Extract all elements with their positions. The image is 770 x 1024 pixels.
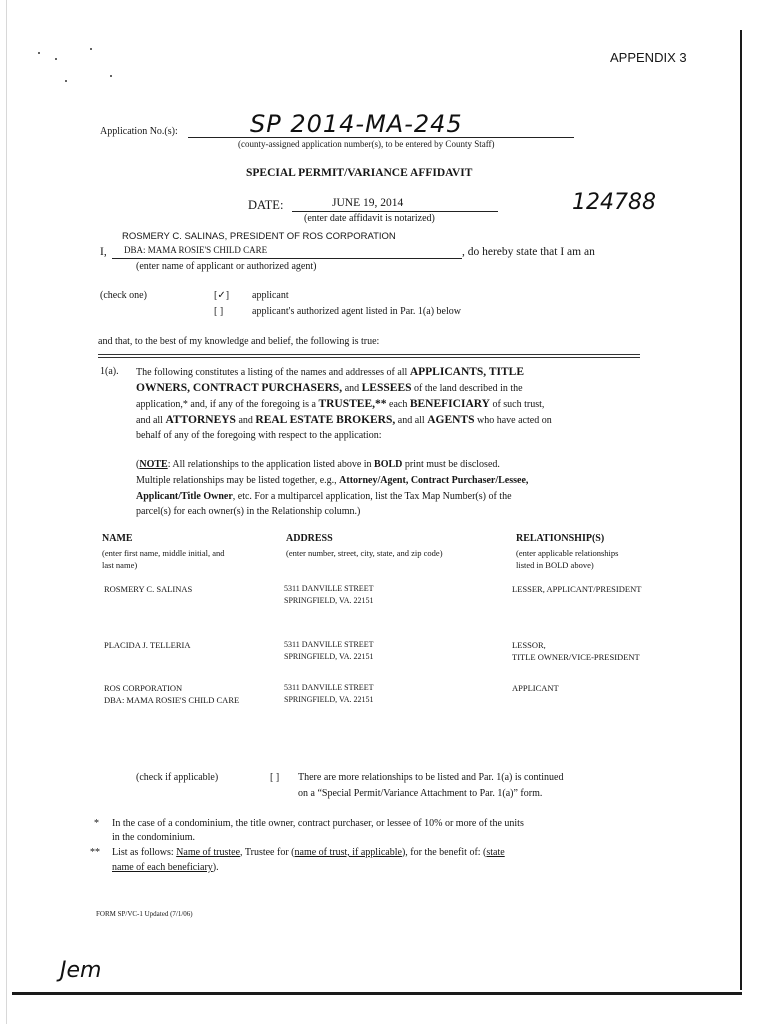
row-name-2: DBA: MAMA ROSIE'S CHILD CARE [104, 695, 240, 705]
stamp-number-handwritten: 124788 [572, 190, 656, 215]
row-relationship: LESSER, APPLICANT/PRESIDENT [512, 584, 642, 594]
row-address-1: 5311 DANVILLE STREET [284, 640, 374, 649]
checkbox-more-relationships[interactable]: [ ] [270, 772, 280, 783]
par1a-line1: The following constitutes a listing of the names and addresses of all APPLICANTS, TITLE [136, 366, 525, 378]
par1a-line4: and all ATTORNEYS and REAL ESTATE BROKERS, and all AGENTS who have acted on [136, 414, 552, 426]
footnote-star-line2: in the condominium. [112, 832, 196, 843]
appendix-label: APPENDIX 3 [610, 50, 687, 65]
footnote-double-star-line2: name of each beneficiary). [112, 862, 219, 873]
application-number-note: (county-assigned application number(s), to be entered by County Staff) [238, 139, 495, 149]
scan-bottom-border [12, 992, 742, 995]
option-applicant-label: applicant [252, 290, 289, 301]
note-line1: (NOTE: All relationships to the application listed above in BOLD print must be disclosed. [136, 459, 500, 470]
row-relationship-1: LESSOR, [512, 640, 546, 650]
column-header-address: ADDRESS [286, 533, 333, 544]
more-relationships-line2: on a “Special Permit/Variance Attachment to Par. 1(a)” form. [298, 788, 543, 799]
column-note-name-1: (enter first name, middle initial, and [102, 548, 225, 558]
scan-speck [38, 52, 40, 54]
applicant-name-line2: DBA: MAMA ROSIE'S CHILD CARE [124, 245, 268, 255]
applicant-prefix: I, [100, 246, 107, 258]
scan-right-border [740, 30, 742, 990]
row-relationship-2: TITLE OWNER/VICE-PRESIDENT [512, 652, 640, 662]
column-note-relationships-2: listed in BOLD above) [516, 560, 594, 570]
par1a-line5: behalf of any of the foregoing with respect to the application: [136, 430, 382, 441]
note-line2: Multiple relationships may be listed together, e.g., Attorney/Agent, Contract Purchaser/Lessee, [136, 475, 529, 486]
scan-speck [65, 80, 67, 82]
form-title: SPECIAL PERMIT/VARIANCE AFFIDAVIT [246, 167, 473, 179]
application-label: Application No.(s): [100, 126, 178, 137]
applicant-name-line1: ROSMERY C. SALINAS, PRESIDENT OF ROS CORPORATION [122, 231, 396, 242]
scan-speck [90, 48, 92, 50]
column-header-relationships: RELATIONSHIP(S) [516, 533, 605, 544]
applicant-statement: , do hereby state that I am an [462, 246, 595, 258]
column-note-address: (enter number, street, city, state, and zip code) [286, 548, 443, 558]
row-address-1: 5311 DANVILLE STREET [284, 683, 374, 692]
section-divider [98, 357, 640, 358]
date-label: DATE: [248, 198, 284, 212]
scan-speck [55, 58, 57, 60]
applicant-name-line [112, 258, 462, 259]
footnote-double-star-line1: List as follows: Name of trustee, Trustee for (name of trust, if applicable), for the benefit of: (state [112, 847, 505, 858]
section-divider [98, 354, 640, 355]
date-note: (enter date affidavit is notarized) [304, 213, 435, 224]
belief-statement: and that, to the best of my knowledge and belief, the following is true: [98, 336, 380, 347]
row-address-2: SPRINGFIELD, VA. 22151 [284, 652, 374, 661]
date-value: JUNE 19, 2014 [332, 197, 404, 209]
check-one-label: (check one) [100, 290, 147, 301]
row-address-2: SPRINGFIELD, VA. 22151 [284, 596, 374, 605]
handwritten-initials: Jem [60, 958, 102, 983]
note-line3: Applicant/Title Owner, etc. For a multiparcel application, list the Tax Map Number(s) of the [136, 491, 512, 502]
application-number-handwritten: SP 2014-MA-245 [250, 110, 463, 138]
date-line [292, 211, 498, 212]
column-header-name: NAME [102, 533, 133, 544]
par1a-line3: application,* and, if any of the foregoing is a TRUSTEE,** each BENEFICIARY of such trust, [136, 398, 545, 410]
column-note-name-2: last name) [102, 560, 138, 570]
scan-speck [110, 75, 112, 77]
footnote-star-mark: * [94, 818, 99, 829]
row-name: ROS CORPORATION [104, 683, 183, 693]
row-relationship: APPLICANT [512, 683, 559, 693]
column-note-relationships-1: (enter applicable relationships [516, 548, 619, 558]
option-authorized-agent-label: applicant's authorized agent listed in Par. 1(a) below [252, 306, 461, 317]
form-id: FORM SP/VC-1 Updated (7/1/06) [96, 910, 193, 918]
row-address-2: SPRINGFIELD, VA. 22151 [284, 695, 374, 704]
par1a-number: 1(a). [100, 366, 119, 377]
par1a-line2: OWNERS, CONTRACT PURCHASERS, and LESSEES of the land described in the [136, 382, 523, 394]
scan-left-edge [6, 0, 7, 1024]
row-address-1: 5311 DANVILLE STREET [284, 584, 374, 593]
checkbox-authorized-agent[interactable]: [ ] [214, 306, 224, 317]
footnote-star-line1: In the case of a condominium, the title owner, contract purchaser, or lessee of 10% or more of the units [112, 818, 524, 829]
check-applicable-label: (check if applicable) [136, 772, 219, 783]
note-line4: parcel(s) for each owner(s) in the Relationship column.) [136, 506, 361, 517]
row-name: ROSMERY C. SALINAS [104, 584, 193, 594]
footnote-double-star-mark: ** [90, 847, 100, 858]
applicant-note: (enter name of applicant or authorized agent) [136, 261, 317, 272]
more-relationships-line1: There are more relationships to be listed and Par. 1(a) is continued [298, 772, 564, 783]
row-name: PLACIDA J. TELLERIA [104, 640, 191, 650]
checkbox-applicant[interactable]: [✓] [214, 290, 230, 301]
